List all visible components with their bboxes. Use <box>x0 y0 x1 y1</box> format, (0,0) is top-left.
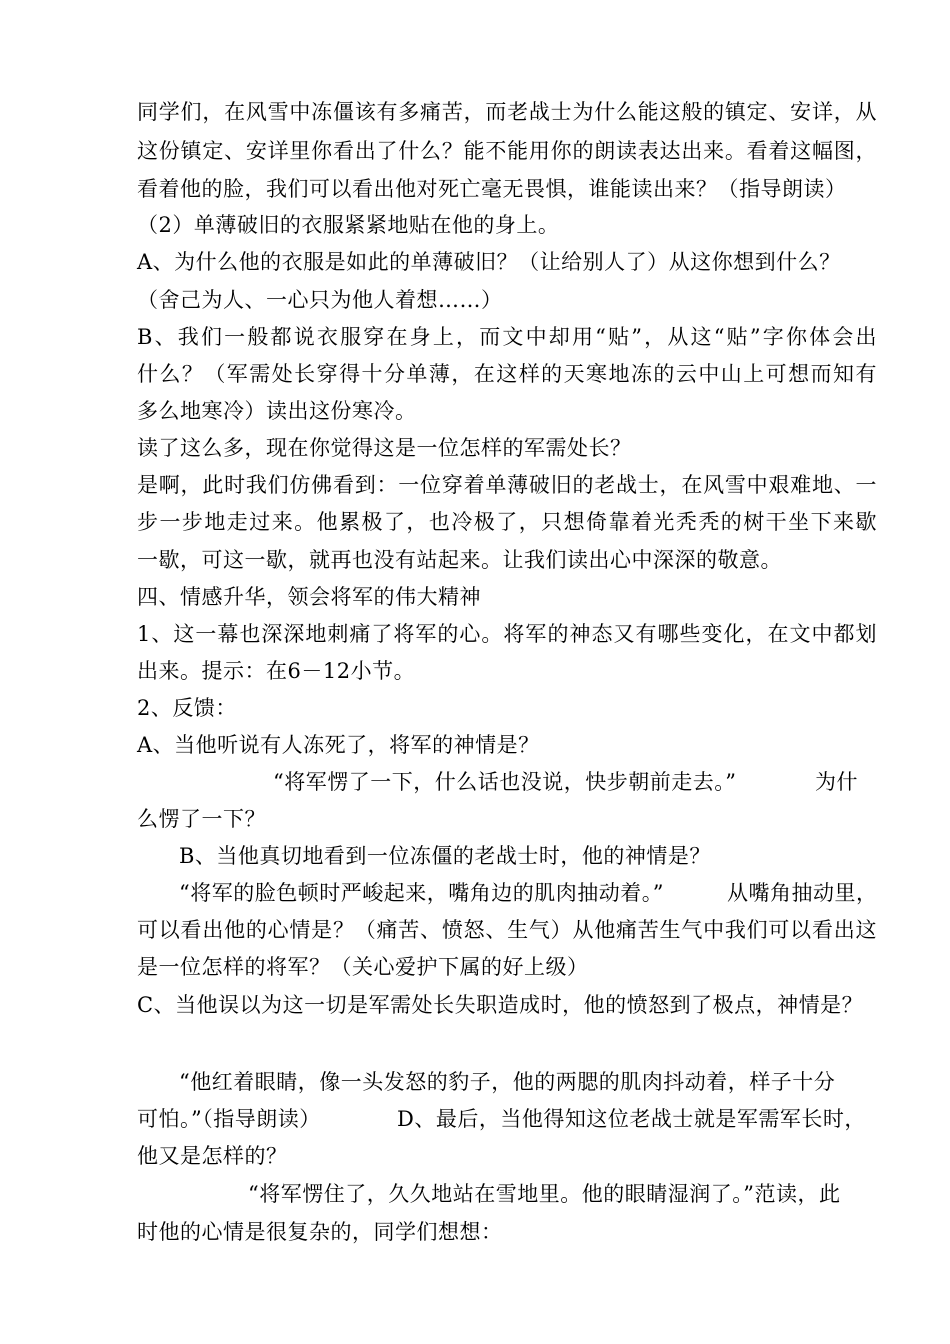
text-line: 2、反馈： <box>137 696 237 720</box>
text-line: 同学们，在风雪中冻僵该有多痛苦，而老战士为什么能这般的镇定、安详，从 <box>137 100 877 124</box>
text-line: 步一步地走过来。他累极了，也冷极了，只想倚靠着光秃秃的树干坐下来歇 <box>137 510 877 534</box>
text-line: 出来。提示：在6－12小节。 <box>137 659 416 683</box>
text-line: 这份镇定、安详里你看出了什么？能不能用你的朗读表达出来。看着这幅图， <box>137 139 877 163</box>
text-line: 么愣了一下？ <box>137 807 266 831</box>
text-line: 什么？（军需处长穿得十分单薄，在这样的天寒地冻的云中山上可想而知有 <box>137 362 877 386</box>
text-line: 时他的心情是很复杂的，同学们想想： <box>137 1220 503 1244</box>
quote-line: “将军愣住了，久久地站在雪地里。他的眼睛湿润了。”范读，此 <box>248 1182 841 1206</box>
text-line: 是一位怎样的将军？（关心爱护下属的好上级） <box>137 955 589 979</box>
text-line: 是啊，此时我们仿佛看到：一位穿着单薄破旧的老战士，在风雪中艰难地、一 <box>137 473 877 497</box>
section-heading: 四、情感升华，领会将军的伟大精神 <box>137 585 481 609</box>
text-line: C、当他误以为这一切是军需处长失职造成时，他的愤怒到了极点，神情是？ <box>137 993 864 1017</box>
quote-line: “将军的脸色顿时严峻起来，嘴角边的肌肉抽动着。” <box>179 881 664 905</box>
text-line: B、当他真切地看到一位冻僵的老战士时，他的神情是？ <box>179 844 711 868</box>
text-line: 可怕。”（指导朗读） <box>137 1107 321 1131</box>
text-line: 从嘴角抽动里， <box>727 881 878 905</box>
text-line: 看着他的脸，我们可以看出他对死亡毫无畏惧，谁能读出来？（指导朗读） <box>137 177 847 201</box>
text-line: A、当他听说有人冻死了，将军的神情是？ <box>137 733 540 757</box>
quote-line: “他红着眼睛，像一头发怒的豹子，他的两腮的肌肉抖动着，样子十分 <box>179 1070 836 1094</box>
text-line: D、最后，当他得知这位老战士就是军需军长时， <box>397 1107 866 1131</box>
text-line: 多么地寒冷）读出这份寒冷。 <box>137 399 417 423</box>
quote-line: “将军愣了一下，什么话也没说，快步朝前走去。” <box>273 770 737 794</box>
text-line: 1、这一幕也深深地刺痛了将军的心。将军的神态又有哪些变化，在文中都划 <box>137 622 877 646</box>
text-line: 他又是怎样的？ <box>137 1144 288 1168</box>
text-line: B、我们一般都说衣服穿在身上，而文中却用“贴”，从这“贴”字你体会出 <box>137 325 877 349</box>
text-line: 为什 <box>815 770 858 794</box>
text-line: （舍己为人、一心只为他人着想……） <box>137 288 503 312</box>
text-line: 一歇，可这一歇，就再也没有站起来。让我们读出心中深深的敬意。 <box>137 548 782 572</box>
text-line: 读了这么多，现在你觉得这是一位怎样的军需处长？ <box>137 436 632 460</box>
text-line: 可以看出他的心情是？（痛苦、愤怒、生气）从他痛苦生气中我们可以看出这 <box>137 918 877 942</box>
text-line: （2）单薄破旧的衣服紧紧地贴在他的身上。 <box>137 213 560 237</box>
text-line: A、为什么他的衣服是如此的单薄破旧？（让给别人了）从这你想到什么？ <box>137 250 841 274</box>
